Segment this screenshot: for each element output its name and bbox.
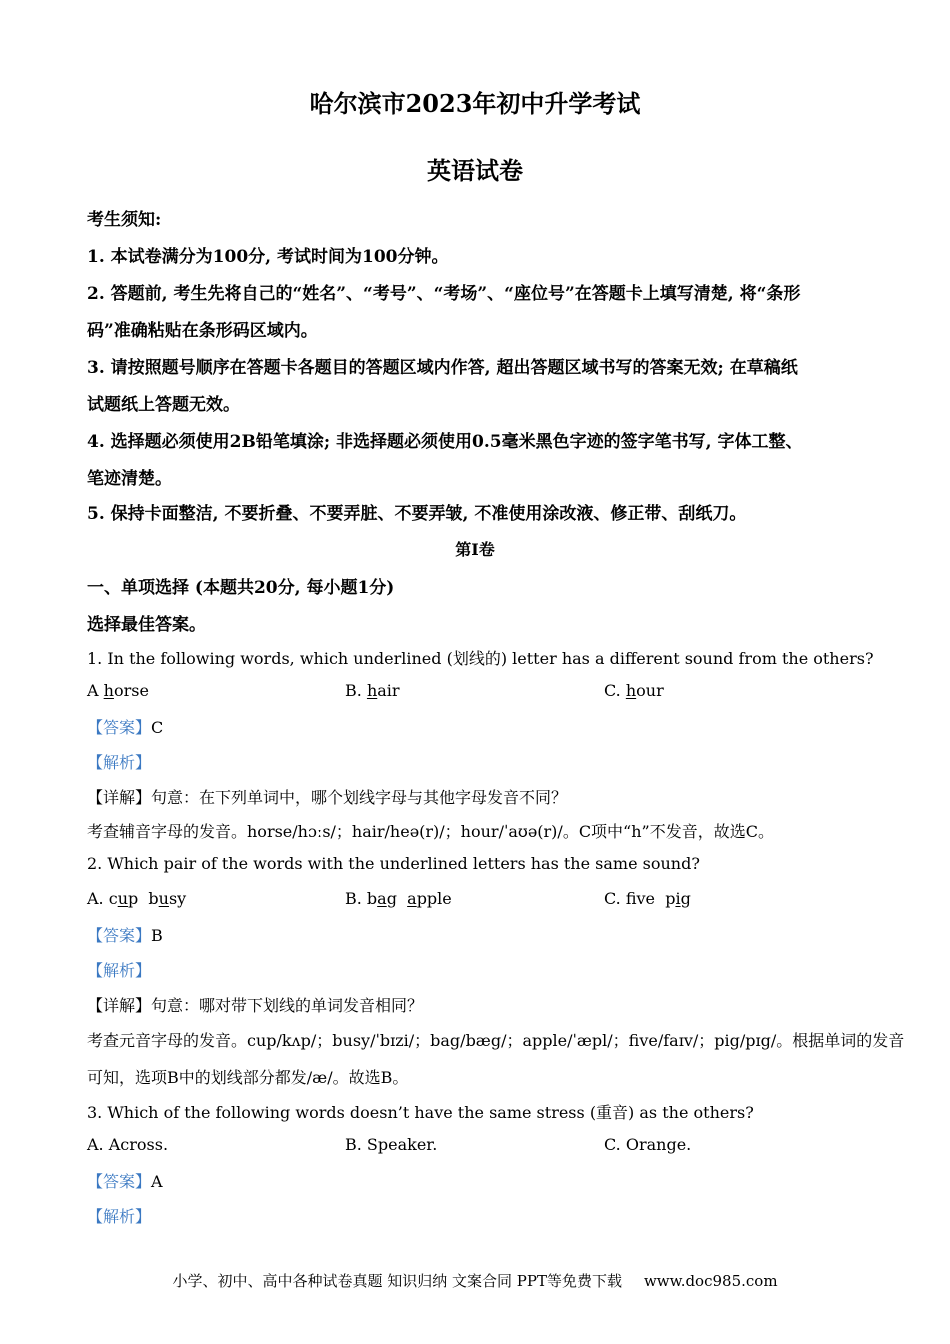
question-2-explanation-line-2: 可知，选项B中的划线部分都发/æ/。故选B。: [87, 1068, 409, 1087]
question-1-analysis-label: 【解析】: [87, 753, 152, 772]
footer-text: 小学、初中、高中各种试卷真题 知识归纳 文案合同 PPT等免费下载: [172, 1272, 622, 1290]
question-1-stem: 1. In the following words, which underlined (划线的) letter has a different sound from the others?: [87, 649, 874, 668]
question-1-option-a: A horse: [87, 681, 149, 700]
question-1-explanation: 考查辅音字母的发音。horse/hɔːs/；hair/heə(r)/；hour/ˈaʊə(r)/。C项中“h”不发音，故选C。: [87, 822, 774, 841]
question-2-detail: 【详解】句意：哪对带下划线的单词发音相同？: [87, 996, 424, 1015]
question-2-stem: 2. Which pair of the words with the underlined letters has the same sound?: [87, 854, 700, 873]
notice-item-1: 1. 本试卷满分为100分, 考试时间为100分钟。: [87, 247, 449, 267]
section-heading: 一、单项选择 (本题共20分, 每小题1分): [87, 578, 395, 598]
page-footer: [0, 1270, 950, 1291]
question-2-option-c: C. fve pig: [604, 889, 691, 908]
question-1-detail: 【详解】句意：在下列单词中，哪个划线字母与其他字母发音不同？: [87, 788, 568, 807]
question-1-option-c: C. hour: [604, 681, 664, 700]
notice-item-5: 5. 保持卡面整洁, 不要折叠、不要弄脏、不要弄皱, 不准使用涂改液、修正带、刮纸刀。: [87, 504, 747, 524]
question-3-option-b: B. Speaker.: [345, 1135, 438, 1154]
question-3-analysis-label: 【解析】: [87, 1207, 152, 1226]
notice-item-2-line-2: 码”准确粘贴在条形码区域内。: [87, 321, 318, 341]
question-2-explanation-line-1: 考查元音字母的发音。cup/kʌp/；busy/ˈbɪzi/；bag/bæg/；apple/ˈæpl/；five/faɪv/；pig/pɪg/。根据单词的发音: [87, 1031, 905, 1050]
footer-link[interactable]: www.doc985.com: [643, 1272, 778, 1290]
question-2-answer: 【答案】B: [87, 926, 163, 945]
page-title: 哈尔滨市2023年初中升学考试: [309, 89, 641, 118]
question-3-option-c: C. Orange.: [604, 1135, 692, 1154]
question-3-stem: 3. Which of the following words doesn’t have the same stress (重音) as the others?: [87, 1103, 754, 1122]
page-subtitle: 英语试卷: [427, 156, 523, 185]
question-3-option-a: A. Across.: [87, 1135, 169, 1154]
question-3-answer: 【答案】A: [87, 1172, 163, 1191]
question-2-option-b: B. bag apple: [345, 889, 452, 908]
volume-heading: 第I卷: [455, 540, 495, 559]
notice-item-4-line-1: 4. 选择题必须使用2B铅笔填涂; 非选择题必须使用0.5毫米黑色字迹的签字笔书写, 字体工整、: [87, 432, 803, 452]
question-2-analysis-label: 【解析】: [87, 961, 152, 980]
question-2-option-a: A. cup busy: [87, 889, 187, 908]
notice-item-2-line-1: 2. 答题前, 考生先将自己的“姓名”、“考号”、“考场”、“座位号”在答题卡上填写清楚, 将“条形: [87, 284, 801, 304]
notice-heading: 考生须知:: [87, 210, 162, 230]
question-1-answer: 【答案】C: [87, 718, 164, 737]
notice-item-4-line-2: 笔迹清楚。: [87, 469, 172, 489]
question-1-option-b: B. hair: [345, 681, 400, 700]
notice-item-3-line-1: 3. 请按照题号顺序在答题卡各题目的答题区域内作答, 超出答题区域书写的答案无效; 在草稿纸: [87, 358, 798, 378]
notice-item-3-line-2: 试题纸上答题无效。: [87, 395, 240, 415]
section-instruction: 选择最佳答案。: [87, 615, 206, 635]
